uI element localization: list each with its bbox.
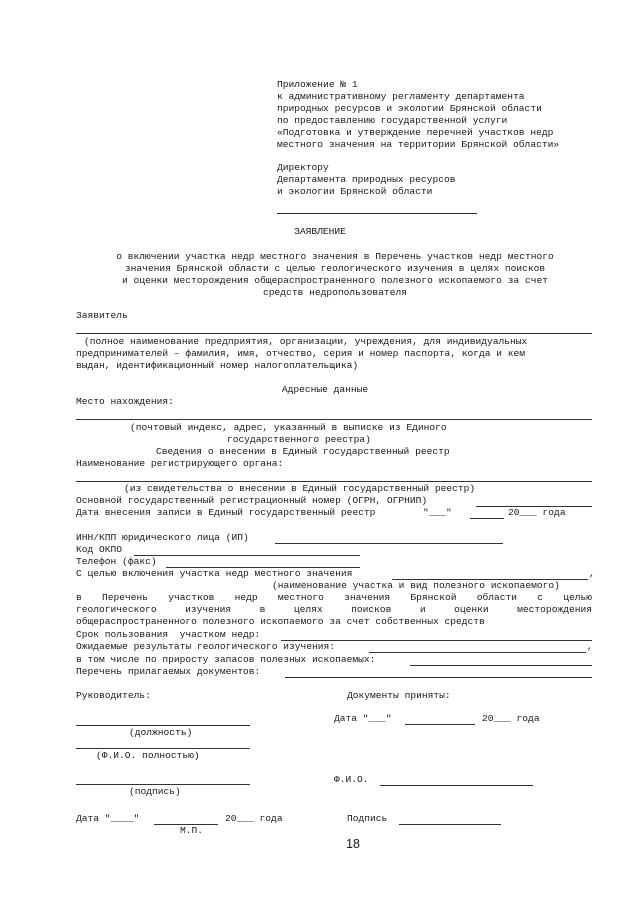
fio-label: Ф.И.О. (334, 774, 369, 785)
fullname-hint: (Ф.И.О. полностью) (96, 750, 200, 761)
okpo-field[interactable] (134, 555, 360, 556)
body-line: геологического изучения в целях поисков и оценки месторождения (76, 604, 592, 615)
inn-label: ИНН/КПП юридического лица (ИП) (76, 532, 249, 543)
results-comma: , (587, 641, 593, 652)
page-number: 18 (346, 837, 360, 851)
date-right-month-field[interactable] (405, 724, 475, 725)
certificate-hint: (из свидетельства о внесении в Единый государственный реестр) (124, 483, 476, 494)
body-line: в Перечень участков недр местного значения Брянской области с целью (76, 592, 592, 603)
fio-field[interactable] (380, 785, 533, 786)
increment-label: в том числе по приросту запасов полезных ископаемых: (76, 654, 376, 665)
annex-line: к административному регламенту департамента (277, 91, 525, 102)
date-left[interactable]: Дата "____" (76, 813, 140, 824)
entry-date-year: 20___ года (508, 507, 566, 518)
sign-label: Подпись (347, 813, 388, 824)
signature-hint: (подпись) (129, 786, 181, 797)
term-label: Срок пользования участком недр: (76, 629, 261, 640)
registry-heading: Сведения о внесении в Единый государственный реестр (156, 446, 450, 457)
annex-line: Приложение № 1 (277, 79, 358, 90)
annex-line: «Подготовка и утверждение перечней участков недр (277, 127, 554, 138)
applicant-hint: выдан, идентификационный номер налогоплательщика) (76, 360, 359, 371)
phone-label: Телефон (факс) (76, 556, 157, 567)
annex-line: по предоставлению государственной услуги (277, 115, 508, 126)
location-field[interactable] (76, 419, 592, 420)
annex-line: местного значения на территории Брянской области» (277, 139, 560, 150)
fullname-field[interactable] (76, 748, 250, 749)
inn-field[interactable] (275, 543, 503, 544)
applicant-hint: предпринимателей – фамилия, имя, отчество, серия и номер паспорта, когда и кем (76, 348, 526, 359)
okpo-label: Код ОКПО (76, 544, 123, 555)
addressee-line: и экологии Брянской области (277, 186, 433, 197)
addressee-line: Департамента природных ресурсов (277, 174, 456, 185)
subject-line: средств недропользователя (263, 287, 407, 298)
purpose-hint: (наименование участка и вид полезного ископаемого) (272, 580, 560, 591)
document-title: ЗАЯВЛЕНИЕ (294, 226, 346, 237)
subject-line: значения Брянской области с целью геологического изучения в целях поисков (124, 263, 546, 274)
registry-authority-field[interactable] (76, 481, 592, 482)
annex-line: природных ресурсов и экологии Брянской области (277, 103, 542, 114)
entry-date-day[interactable]: "___" (423, 507, 452, 518)
entry-date-label: Дата внесения записи в Единый государственный реестр (76, 507, 376, 518)
results-field[interactable] (369, 652, 586, 653)
purpose-label: С целью включения участка недр местного значения (76, 568, 353, 579)
body-line: общераспространенного полезного ископаемого за счет собственных средств (76, 616, 485, 627)
stamp-label: М.П. (180, 825, 204, 836)
position-hint: (должность) (129, 727, 193, 738)
addressee-blank-line (277, 213, 477, 214)
applicant-label: Заявитель (76, 310, 128, 321)
applicant-hint: (полное наименование предприятия, организации, учреждения, для индивидуальных (84, 336, 528, 347)
address-heading: Адресные данные (281, 384, 369, 395)
subject-line: о включении участка недр местного значения в Перечень участков недр местного (116, 251, 554, 262)
location-label: Место нахождения: (76, 396, 174, 407)
sign-field[interactable] (399, 824, 501, 825)
results-label: Ожидаемые результаты геологического изучения: (76, 641, 336, 652)
date-left-year: 20___ года (225, 813, 283, 824)
purpose-comma: , (589, 568, 595, 579)
applicant-field[interactable] (76, 333, 592, 334)
subject-line: и оценки месторождения общераспространенного полезного ископаемого за счет (121, 275, 549, 286)
address-hint: государственного реестра) (227, 434, 371, 445)
date-right[interactable]: Дата "___" (334, 713, 392, 724)
signature-field[interactable] (76, 784, 250, 785)
address-hint: (почтовый индекс, адрес, указанный в выписке из Единого (130, 422, 447, 433)
ogrn-label: Основной государственный регистрационный номер (ОГРН, ОГРНИП) (76, 495, 428, 506)
accepted-label: Документы приняты: (347, 690, 451, 701)
entry-date-month-field[interactable] (470, 518, 504, 519)
docs-field[interactable] (285, 677, 592, 678)
docs-label: Перечень прилагаемых документов: (76, 666, 261, 677)
position-field[interactable] (76, 725, 250, 726)
addressee-line: Директору (277, 162, 329, 173)
registry-authority-label: Наименование регистрирующего органа: (76, 458, 284, 469)
increment-field[interactable] (410, 665, 592, 666)
date-right-year: 20___ года (482, 713, 540, 724)
head-label: Руководитель: (76, 690, 151, 701)
